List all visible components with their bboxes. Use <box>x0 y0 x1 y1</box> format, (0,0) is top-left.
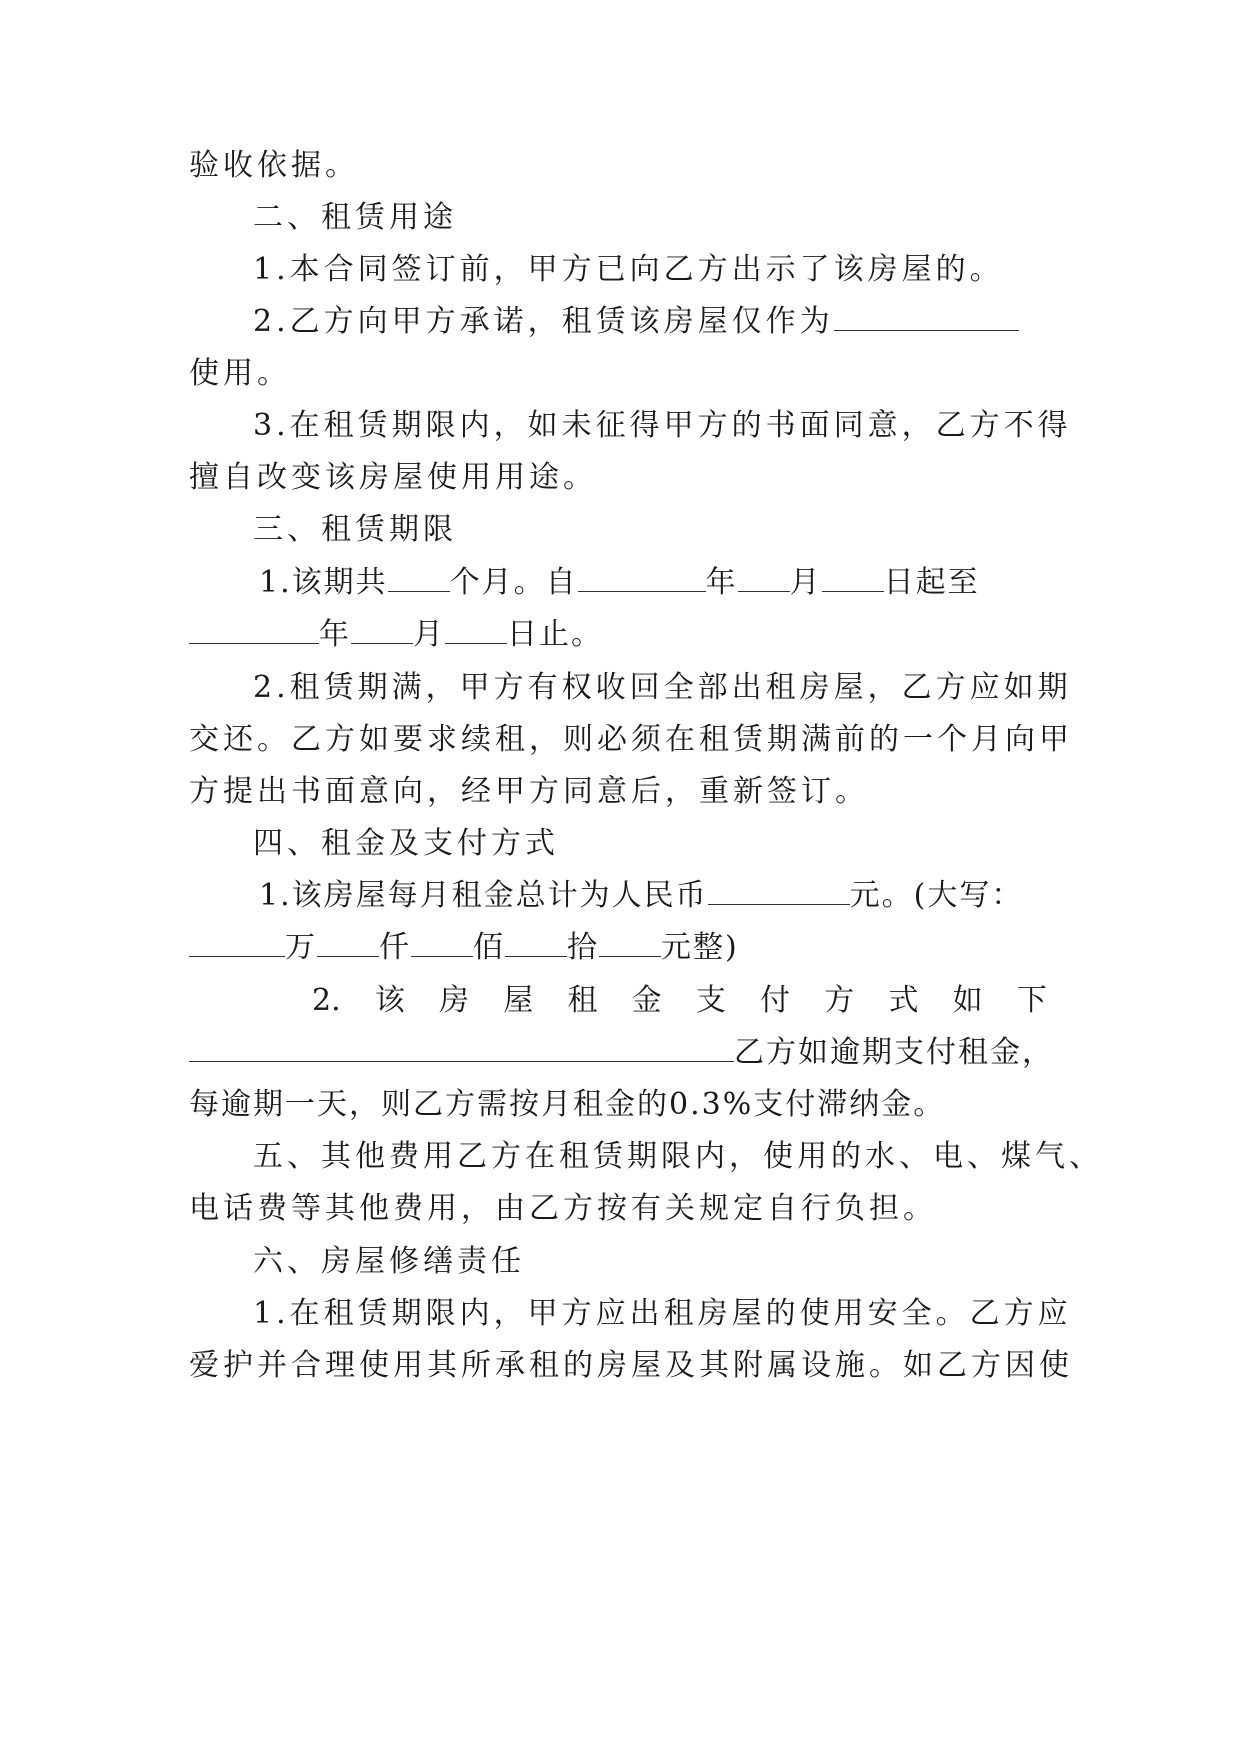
text-segment: 三、租赁期限 <box>253 512 457 547</box>
text-segment: 该 <box>374 983 405 1018</box>
fill-blank <box>738 561 790 592</box>
text-segment: 元。(大写： <box>849 878 1024 913</box>
text-segment: 1.在租赁期限内，甲方应出租房屋的使用安全。乙方应 <box>253 1296 1072 1331</box>
text-segment: 爱护并合理使用其所承租的房屋及其附属设施。如乙方因使 <box>189 1348 1073 1383</box>
text-segment: 电话费等其他费用，由乙方按有关规定自行负担。 <box>189 1191 937 1226</box>
text-segment: 1.该期共 <box>259 565 388 600</box>
fill-blank <box>505 926 567 957</box>
section-heading-2 <box>253 196 1049 240</box>
text-segment: 年 <box>319 617 351 652</box>
text-segment: 支 <box>695 983 726 1018</box>
text-segment: 验收依据。 <box>189 148 359 183</box>
text-segment: 六、房屋修缮责任 <box>253 1244 525 1279</box>
text-segment: 仟 <box>379 930 411 965</box>
text-segment: 使用。 <box>189 356 291 391</box>
fill-blank <box>822 561 884 592</box>
clause-4-2 <box>312 979 1047 1023</box>
text-segment: 个月。自 <box>449 565 578 600</box>
section-heading-5 <box>253 1135 1103 1179</box>
text-segment: 方 <box>824 983 855 1018</box>
section-5-cont <box>189 1187 1049 1231</box>
fill-blank <box>317 926 379 957</box>
text-segment: 二、租赁用途 <box>253 200 457 235</box>
text-segment: 月 <box>789 565 822 600</box>
text-segment: 万 <box>285 930 317 965</box>
fill-blank <box>388 561 450 592</box>
text-segment: 日起至 <box>883 565 980 600</box>
text-segment: 金 <box>631 983 662 1018</box>
section-heading-4 <box>253 822 1049 866</box>
clause-3-1 <box>259 561 1049 605</box>
text-line-1 <box>189 144 1049 188</box>
text-segment: 乙方如逾期支付租金， <box>734 1035 1054 1070</box>
clause-2-2 <box>253 300 1049 344</box>
clause-2-3-cont <box>189 456 1049 500</box>
text-segment: 3.在租赁期限内，如未征得甲方的书面同意，乙方不得 <box>253 408 1072 443</box>
fill-blank <box>189 1031 734 1062</box>
clause-2-2-cont <box>189 352 1049 396</box>
fill-blank <box>189 613 319 644</box>
text-segment: 1.该房屋每月租金总计为人民币 <box>259 878 708 913</box>
text-segment: 下 <box>1016 983 1047 1018</box>
fill-blank <box>189 926 285 957</box>
text-segment: 2. <box>312 983 341 1018</box>
clause-3-2-cont-2 <box>189 770 1049 814</box>
clause-6-1 <box>253 1292 1072 1336</box>
clause-4-1 <box>259 874 1049 918</box>
text-segment: 拾 <box>567 930 599 965</box>
clause-4-1-cont <box>189 926 1049 970</box>
text-segment: 年 <box>705 565 738 600</box>
text-segment: 房 <box>439 983 470 1018</box>
text-segment: 月 <box>413 617 445 652</box>
fill-blank <box>411 926 473 957</box>
text-segment: 2.租赁期满，甲方有权收回全部出租房屋，乙方应如期 <box>253 670 1072 705</box>
text-segment: 五、其他费用乙方在租赁期限内，使用的水、电、煤气、 <box>253 1139 1103 1174</box>
text-segment: 1.本合同签订前，甲方已向乙方出示了该房屋的。 <box>253 252 1004 287</box>
section-heading-6 <box>253 1240 1049 1284</box>
fill-blank <box>599 926 661 957</box>
text-segment: 租 <box>567 983 598 1018</box>
clause-4-2-cont <box>189 1031 1054 1075</box>
clause-3-2-cont-1 <box>189 718 1073 762</box>
text-segment: 四、租金及支付方式 <box>253 826 559 861</box>
text-segment: 2.乙方向甲方承诺，租赁该房屋仅作为 <box>253 304 834 339</box>
text-segment: 屋 <box>503 983 534 1018</box>
section-heading-3 <box>253 508 1049 552</box>
text-segment: 式 <box>888 983 919 1018</box>
fill-blank <box>445 613 507 644</box>
clause-3-1-cont <box>189 613 1049 657</box>
clause-2-3 <box>253 404 1072 448</box>
fill-blank <box>708 874 850 905</box>
fill-blank <box>578 561 706 592</box>
text-segment: 佰 <box>473 930 505 965</box>
text-segment: 日止。 <box>507 617 603 652</box>
text-segment: 如 <box>952 983 983 1018</box>
fill-blank <box>351 613 413 644</box>
text-segment: 擅自改变该房屋使用用途。 <box>189 460 597 495</box>
text-segment: 元整) <box>661 930 739 965</box>
text-segment: 付 <box>760 983 791 1018</box>
text-segment: 方提出书面意向，经甲方同意后，重新签订。 <box>189 774 869 809</box>
clause-6-1-cont <box>189 1344 1073 1388</box>
clause-3-2 <box>253 666 1072 710</box>
clause-4-2-cont-2 <box>189 1083 1049 1127</box>
text-segment: 每逾期一天，则乙方需按月租金的0.3%支付滞纳金。 <box>189 1087 946 1122</box>
text-segment: 交还。乙方如要求续租，则必须在租赁期满前的一个月向甲 <box>189 722 1073 757</box>
fill-blank <box>834 300 1019 331</box>
clause-2-1 <box>253 248 1049 292</box>
